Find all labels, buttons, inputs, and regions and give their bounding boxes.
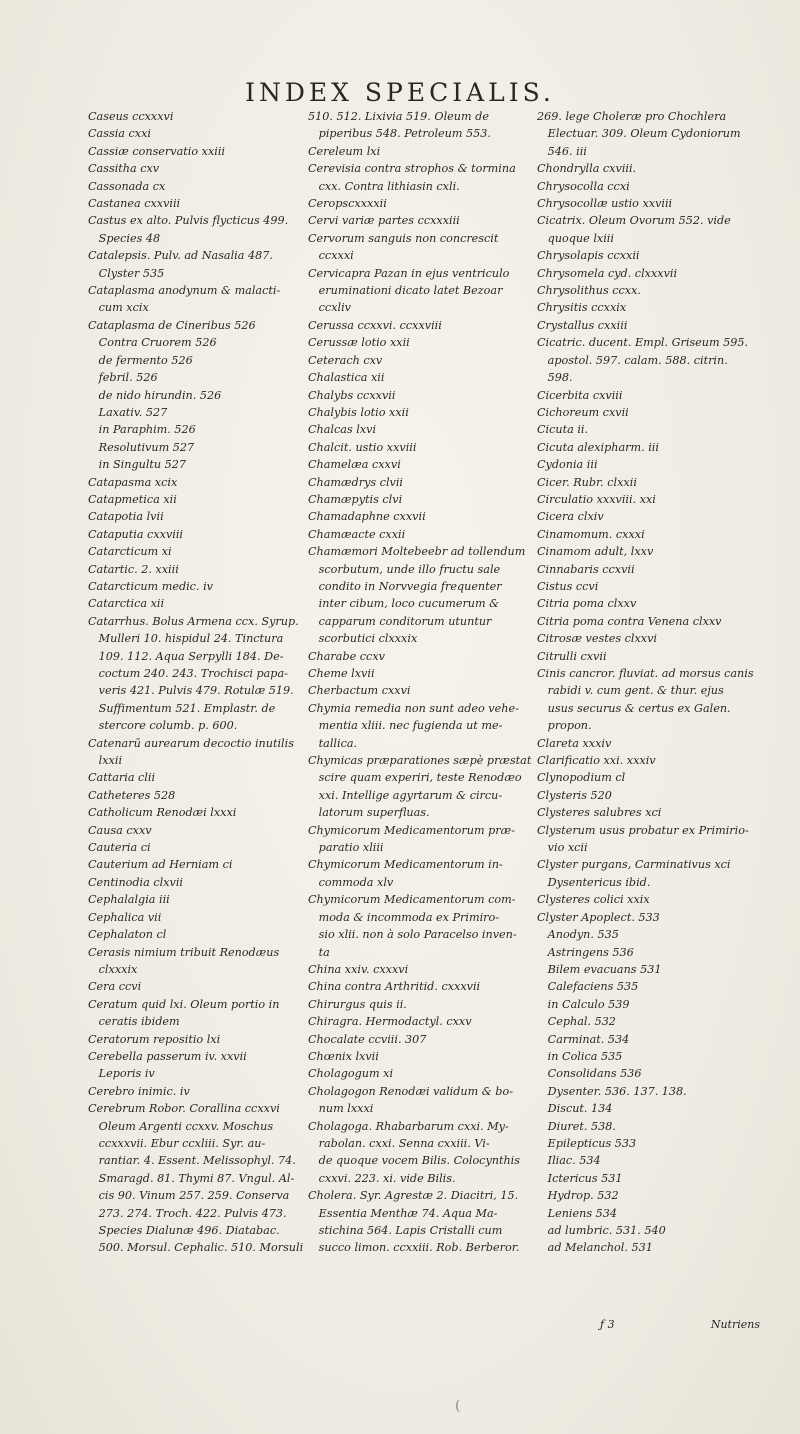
index-entry: Catapasma xcix xyxy=(88,475,178,489)
index-entry: Consolidans 536 xyxy=(537,1067,642,1081)
index-entry: Catarcticum medic. iv xyxy=(88,579,213,593)
index-entry: Chamadaphne cxxvii xyxy=(308,510,426,524)
index-entry: Cauteria ci xyxy=(88,841,151,855)
index-entry: Chymicorum Medicamentorum in- xyxy=(308,858,503,872)
index-entry: Chiragra. Hermodactyl. cxxv xyxy=(308,1015,472,1029)
index-entry: Cicer. Rubr. clxxii xyxy=(537,475,637,489)
index-entry: Catholicum Renodæi lxxxi xyxy=(88,806,237,820)
index-entry: piperibus 548. Petroleum 553. xyxy=(308,127,491,141)
index-entry: Contra Cruorem 526 xyxy=(88,336,217,350)
index-entry: Chymicas præparationes sæpè præstat xyxy=(308,754,532,768)
index-entry: Calefaciens 535 xyxy=(537,980,639,994)
index-entry: Ictericus 531 xyxy=(537,1171,623,1185)
index-entry: febril. 526 xyxy=(88,371,158,385)
index-entry: rantiar. 4. Essent. Melissophyl. 74. xyxy=(88,1154,296,1168)
index-entry: Catartic. 2. xxiii xyxy=(88,562,179,576)
index-entry: Bilem evacuans 531 xyxy=(537,962,662,976)
index-entry: ta xyxy=(308,945,330,959)
index-entry: 269. lege Choleræ pro Chochlera xyxy=(537,110,727,123)
index-entry: Clareta xxxiv xyxy=(537,736,612,750)
index-entry: Laxativ. 527 xyxy=(88,405,168,419)
index-entry: Ceratum quid lxi. Oleum portio in xyxy=(88,997,280,1011)
index-entry: propon. xyxy=(537,719,592,733)
index-entry: Chymicorum Medicamentorum com- xyxy=(308,893,516,907)
index-entry: Species Dialunæ 496. Diatabac. xyxy=(88,1224,280,1237)
index-entry: Castus ex alto. Pulvis flycticus 499. xyxy=(88,214,289,228)
index-entry: Clyster purgans, Carminativus xci xyxy=(537,858,731,872)
index-entry: Cicuta alexipharm. iii xyxy=(537,440,659,454)
index-entry: ad lumbric. 531. 540 xyxy=(537,1224,666,1237)
index-entry: ad Melanchol. 531 xyxy=(537,1241,653,1255)
index-entry: Cholagogum xi xyxy=(308,1067,394,1081)
index-entry: Causa cxxv xyxy=(88,823,152,837)
index-entry: Cervi variæ partes ccxxxiii xyxy=(308,214,460,228)
index-entry: Chamæmori Moltebeebr ad tollendum xyxy=(308,545,526,559)
index-entry: in Paraphim. 526 xyxy=(88,423,196,437)
index-entry: Citria poma clxxv xyxy=(537,597,637,611)
signature-mark: ƒ 3 xyxy=(600,1318,615,1331)
index-entry: Chirurgus quis ii. xyxy=(308,997,407,1011)
index-entry: Cassitha cxv xyxy=(88,162,160,176)
index-entry: rabidi v. cum gent. & thur. ejus xyxy=(537,684,724,698)
index-entry: Chymicorum Medicamentorum præ- xyxy=(308,823,515,837)
index-entry: Cicatrix. Oleum Ovorum 552. vide xyxy=(537,214,731,228)
index-entry: Clysteres colici xxix xyxy=(537,893,650,907)
index-entry: Chalcas lxvi xyxy=(308,423,377,437)
index-entry: Cephalaton cl xyxy=(88,928,167,942)
index-column-1 xyxy=(88,108,310,1257)
index-entry: Cydonia iii xyxy=(537,458,598,472)
index-column-3 xyxy=(537,108,767,1257)
index-entry: Cerevisia contra strophos & tormina xyxy=(308,162,516,176)
index-entry: Caseus ccxxxvi xyxy=(88,110,174,123)
index-entry: Chamelæa cxxvi xyxy=(308,458,401,472)
index-entry: Ceterach cxv xyxy=(308,353,383,367)
index-entry: Catapmetica xii xyxy=(88,492,177,506)
index-entry: Chocalate ccviii. 307 xyxy=(308,1032,427,1046)
index-entry: commoda xlv xyxy=(308,875,394,889)
index-entry: Cholera. Syr. Agrestæ 2. Diacitri, 15. xyxy=(308,1189,519,1203)
index-entry: Catheteres 528 xyxy=(88,788,176,802)
index-entry: Cataplasma de Cineribus 526 xyxy=(88,318,256,332)
index-entry: Charabe ccxv xyxy=(308,649,385,663)
index-entry: 273. 274. Troch. 422. Pulvis 473. xyxy=(88,1206,287,1220)
index-entry: ccxxxvii. Ebur ccxliii. Syr. au- xyxy=(88,1136,266,1150)
index-entry: Catenarū aurearum decoctio inutilis xyxy=(88,736,294,750)
index-entry: de fermento 526 xyxy=(88,353,193,367)
index-entry: clxxxix xyxy=(88,962,138,976)
index-entry: in Colica 535 xyxy=(537,1049,623,1063)
index-entry: Cephalica vii xyxy=(88,910,162,924)
index-entry: Cephalalgia iii xyxy=(88,893,170,907)
index-entry: Cicatric. ducent. Empl. Griseum 595. xyxy=(537,336,749,350)
index-entry: Leporis iv xyxy=(88,1067,155,1081)
index-entry: Resolutivum 527 xyxy=(88,440,195,454)
index-column-2 xyxy=(308,108,538,1257)
index-entry: 109. 112. Aqua Serpylli 184. De- xyxy=(88,649,284,663)
index-entry: Oleum Argenti ccxxv. Moschus xyxy=(88,1119,274,1133)
index-entry: Cinnabaris ccxvii xyxy=(537,562,635,576)
index-entry: Clysteres salubres xci xyxy=(537,806,662,820)
index-entry: Chymia remedia non sunt adeo vehe- xyxy=(308,701,519,715)
index-entry: eruminationi dicato latet Bezoar xyxy=(308,284,503,298)
index-entry: Cerebro inimic. iv xyxy=(88,1084,190,1098)
index-entry: Citrulli cxvii xyxy=(537,649,607,663)
index-entry: Dysentericus ibid. xyxy=(537,875,651,889)
index-entry: Chrysomela cyd. clxxxvii xyxy=(537,266,678,280)
index-entry: scire quam experiri, teste Renodæo xyxy=(308,771,522,785)
index-entry: Chamædrys clvii xyxy=(308,475,404,489)
index-entry: condito in Norvvegia frequenter xyxy=(308,579,502,593)
index-entry: Chrysocollæ ustio xxviii xyxy=(537,197,673,211)
index-entry: tallica. xyxy=(308,736,358,750)
index-entry: Smaragd. 81. Thymi 87. Vngul. Al- xyxy=(88,1171,295,1185)
index-entry: Catarcticum xi xyxy=(88,545,172,559)
index-entry: Chalybs ccxxvii xyxy=(308,388,396,402)
index-entry: quoque lxiii xyxy=(537,231,614,245)
index-entry: apostol. 597. calam. 588. citrin. xyxy=(537,353,728,367)
index-entry: Essentia Menthæ 74. Aqua Ma- xyxy=(308,1206,498,1220)
index-entry: Cinamom adult, lxxv xyxy=(537,545,654,559)
index-entry: num lxxxi xyxy=(308,1102,374,1116)
index-entry: Clyster Apoplect. 533 xyxy=(537,910,660,924)
index-entry: stercore columb. p. 600. xyxy=(88,719,238,733)
index-entry: Citria poma contra Venena clxxv xyxy=(537,614,722,628)
index-entry: Cholagogon Renodæi validum & bo- xyxy=(308,1084,513,1098)
index-entry: cum xcix xyxy=(88,301,149,315)
index-entry: Electuar. 309. Oleum Cydoniorum xyxy=(537,127,741,141)
bottom-mark: ( xyxy=(455,1398,461,1414)
index-entry: xxi. Intellige agyrtarum & circu- xyxy=(308,788,503,802)
index-entry: Chrysolithus ccxx. xyxy=(537,284,641,298)
index-entry: cis 90. Vinum 257. 259. Conserva xyxy=(88,1189,290,1203)
index-entry: capparum conditorum utuntur xyxy=(308,614,492,628)
index-entry: Discut. 134 xyxy=(537,1102,613,1116)
index-entry: Chamæpytis clvi xyxy=(308,492,403,506)
index-entry: Chamæacte cxxii xyxy=(308,527,406,541)
index-entry: Cauterium ad Herniam ci xyxy=(88,858,233,872)
index-entry: Cassiæ conservatio xxiii xyxy=(88,144,225,158)
index-entry: Chalcit. ustio xxviii xyxy=(308,440,417,454)
index-entry: Cataputia cxxviii xyxy=(88,527,184,541)
index-entry: Chrysocolla ccxi xyxy=(537,179,630,193)
index-entry: Cicerbita cxviii xyxy=(537,388,623,402)
index-entry: Cera ccvi xyxy=(88,980,142,994)
index-entry: Hydrop. 532 xyxy=(537,1189,619,1203)
index-entry: Chrysitis ccxxix xyxy=(537,301,627,315)
index-entry: Chrysolapis ccxxii xyxy=(537,249,640,263)
index-entry: ccxxxi xyxy=(308,249,354,263)
index-entry: 510. 512. Lixivia 519. Oleum de xyxy=(308,110,489,123)
index-entry: 546. iii xyxy=(537,144,587,158)
index-entry: Cerussa ccxxvi. ccxxviii xyxy=(308,318,442,332)
index-entry: Castanea cxxviii xyxy=(88,197,181,211)
index-entry: Species 48 xyxy=(88,231,161,245)
index-entry: Cataplasma anodynum & malacti- xyxy=(88,284,281,298)
index-entry: Cerussæ lotio xxii xyxy=(308,336,410,350)
index-entry: Cheme lxvii xyxy=(308,667,375,680)
page-title: INDEX SPECIALIS. xyxy=(245,78,555,107)
index-entry: Cholagoga. Rhabarbarum cxxi. My- xyxy=(308,1119,509,1133)
index-entry: Mulleri 10. hispidul 24. Tinctura xyxy=(88,632,284,646)
index-entry: Ceratorum repositio lxi xyxy=(88,1032,221,1046)
index-entry: Cervorum sanguis non concrescit xyxy=(308,231,499,245)
index-entry: Cerasis nimium tribuit Renodæus xyxy=(88,945,280,959)
index-entry: Cicera clxiv xyxy=(537,510,604,524)
index-entry: Cicuta ii. xyxy=(537,423,589,437)
index-entry: rabolan. cxxi. Senna cxxiii. Vi- xyxy=(308,1136,490,1150)
index-entry: Clysteris 520 xyxy=(537,788,612,802)
index-entry: Cinamomum. cxxxi xyxy=(537,527,645,541)
index-entry: China contra Arthritid. cxxxvii xyxy=(308,980,481,994)
index-entry: Catarrhus. Bolus Armena ccx. Syrup. xyxy=(88,614,299,628)
index-entry: Circulatio xxxviii. xxi xyxy=(537,492,656,506)
index-entry: Astringens 536 xyxy=(537,945,634,959)
index-entry: Cinis cancror. fluviat. ad morsus canis xyxy=(537,667,754,680)
index-entry: Clyster 535 xyxy=(88,266,165,280)
index-entry: Catapotia lvii xyxy=(88,510,164,524)
index-entry: Leniens 534 xyxy=(537,1206,617,1220)
catchword: Nutriens xyxy=(710,1318,760,1331)
index-entry: coctum 240. 243. Trochisci papa- xyxy=(88,667,288,680)
index-entry: paratio xliii xyxy=(308,841,384,855)
index-entry: Cattaria clii xyxy=(88,771,156,785)
index-entry: 598. xyxy=(537,371,573,385)
index-entry: Chœnix lxvii xyxy=(308,1049,379,1063)
index-entry: Crystallus cxxiii xyxy=(537,318,628,332)
index-entry: Iliac. 534 xyxy=(537,1154,601,1168)
index-entry: in Singultu 527 xyxy=(88,458,187,472)
index-entry: Cassonada cx xyxy=(88,179,166,193)
index-entry: China xxiv. cxxxvi xyxy=(308,962,409,976)
index-entry: Suffimentum 521. Emplastr. de xyxy=(88,701,276,715)
index-entry: Chalybis lotio xxii xyxy=(308,405,409,419)
index-entry: Citrosæ vestes clxxvi xyxy=(537,632,657,646)
index-entry: Centinodia clxvii xyxy=(88,875,183,889)
index-entry: succo limon. ccxxiii. Rob. Berberor. xyxy=(308,1241,520,1255)
index-entry: scorbutici clxxxix xyxy=(308,632,418,646)
index-entry: Chondrylla cxviii. xyxy=(537,162,637,176)
index-entry: Cereleum lxi xyxy=(308,144,381,158)
index-entry: cxxvi. 223. xi. vide Bilis. xyxy=(308,1171,456,1185)
index-entry: Cassia cxxi xyxy=(88,127,151,141)
index-entry: Anodyn. 535 xyxy=(537,928,619,942)
index-entry: Catarctica xii xyxy=(88,597,165,611)
index-entry: cxx. Contra lithiasin cxli. xyxy=(308,179,460,193)
index-entry: Cistus ccvi xyxy=(537,579,599,593)
index-entry: inter cibum, loco cucumerum & xyxy=(308,597,500,611)
index-entry: Clysterum usus probatur ex Primirio- xyxy=(537,823,749,837)
index-entry: usus securus & certus ex Galen. xyxy=(537,701,731,715)
index-entry: veris 421. Pulvis 479. Rotulæ 519. xyxy=(88,684,294,698)
index-entry: lxxii xyxy=(88,754,123,768)
index-entry: sio xlii. non à solo Paracelso inven- xyxy=(308,928,517,942)
index-entry: Catalepsis. Pulv. ad Nasalia 487. xyxy=(88,249,273,263)
index-entry: 500. Morsul. Cephalic. 510. Morsuli xyxy=(88,1241,304,1255)
index-entry: Cherbactum cxxvi xyxy=(308,684,411,698)
index-entry: in Calculo 539 xyxy=(537,997,630,1011)
index-entry: Clynopodium cl xyxy=(537,771,626,785)
index-entry: ceratis ibidem xyxy=(88,1015,180,1029)
index-entry: stichina 564. Lapis Cristalli cum xyxy=(308,1224,503,1237)
index-entry: Diuret. 538. xyxy=(537,1119,616,1133)
index-entry: Clarificatio xxi. xxxiv xyxy=(537,754,656,768)
index-entry: vio xcii xyxy=(537,841,588,855)
index-entry: Epilepticus 533 xyxy=(537,1136,637,1150)
index-entry: Cichoreum cxvii xyxy=(537,405,629,419)
index-entry: moda & incommoda ex Primiro- xyxy=(308,910,500,924)
index-entry: mentia xliii. nec fugienda ut me- xyxy=(308,719,503,733)
index-entry: Cervicapra Pazan in ejus ventriculo xyxy=(308,266,510,280)
index-entry: Chalastica xii xyxy=(308,371,385,385)
index-entry: Carminat. 534 xyxy=(537,1032,630,1046)
index-entry: Cerebrum Robor. Corallina ccxxvi xyxy=(88,1102,280,1116)
index-entry: latorum superfluas. xyxy=(308,806,430,820)
index-entry: Cephal. 532 xyxy=(537,1015,616,1029)
index-entry: de nido hirundin. 526 xyxy=(88,388,222,402)
index-entry: de quoque vocem Bilis. Colocynthis xyxy=(308,1154,520,1168)
index-entry: ccxliv xyxy=(308,301,351,315)
index-entry: Ceropscxxxxii xyxy=(308,197,387,211)
page-footer xyxy=(560,1318,760,1331)
index-entry: Dysenter. 536. 137. 138. xyxy=(537,1084,687,1098)
index-entry: Cerebella passerum iv. xxvii xyxy=(88,1049,247,1063)
index-entry: scorbutum, unde illo fructu sale xyxy=(308,562,501,576)
